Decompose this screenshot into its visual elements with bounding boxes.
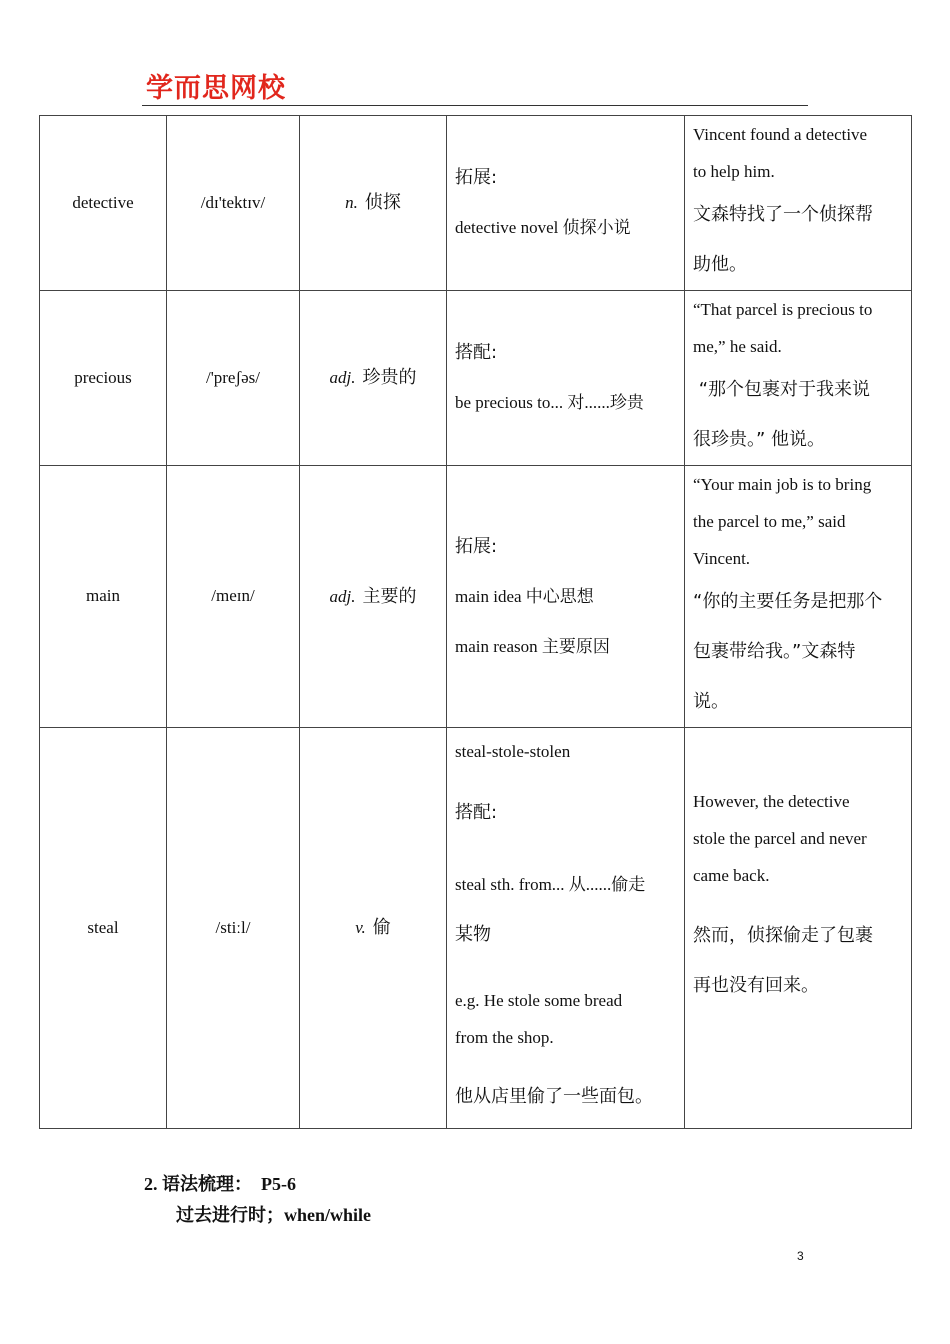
example-en: the parcel to me,” said	[693, 512, 846, 531]
example-cell	[685, 466, 912, 728]
example-cn: 文森特找了一个侦探帮	[693, 204, 873, 225]
note-label: 拓展:	[455, 535, 498, 557]
pos-cell	[300, 728, 447, 1129]
example-cn: 说。	[693, 691, 729, 712]
table-row	[40, 291, 912, 466]
example-cn: 然而，侦探偷走了包裹	[693, 925, 873, 946]
example-en: However, the detective	[693, 792, 850, 811]
example-en: came back.	[693, 866, 770, 885]
note-label: 拓展:	[455, 167, 498, 188]
verb-forms: steal-stole-stolen	[455, 742, 571, 761]
page-number: 3	[797, 1249, 804, 1263]
table-row	[40, 466, 912, 728]
meaning: 珍贵的	[362, 367, 417, 389]
meaning: 侦探	[364, 192, 401, 214]
note-line: main reason 主要原因	[455, 636, 610, 656]
grammar-heading: 2. 语法梳理： P5-6	[144, 1174, 296, 1194]
example-cn: 包裹带给我。”文森特	[693, 641, 856, 662]
word-cell: detective	[40, 116, 167, 291]
note-line: 某物	[455, 924, 491, 945]
meaning: 偷	[372, 917, 391, 939]
vocab-table	[39, 115, 912, 1129]
note-line: steal sth. from... 从......偷走	[455, 875, 646, 894]
example-en: Vincent found a detective	[693, 125, 868, 144]
pos-cell	[300, 466, 447, 728]
example-en: e.g. He stole some bread	[455, 991, 623, 1010]
note-cell	[447, 728, 685, 1129]
example-en: me,” he said.	[693, 337, 782, 356]
example-cn: 助他。	[693, 254, 747, 275]
example-en: “Your main job is to bring	[693, 475, 872, 494]
ipa-cell: /'preʃəs/	[167, 291, 300, 466]
meaning: 主要的	[362, 585, 417, 607]
ipa-cell: /meɪn/	[167, 466, 300, 728]
pos-abbr: adj.	[329, 368, 356, 388]
grammar-topic: 过去进行时；when/while	[176, 1205, 372, 1225]
example-cell	[685, 728, 912, 1129]
note-line: main idea 中心思想	[455, 586, 594, 606]
example-cell	[685, 291, 912, 466]
example-en: “That parcel is precious to	[693, 300, 873, 319]
pos-abbr: v.	[355, 918, 366, 938]
note-label: 搭配:	[455, 802, 498, 823]
note-label: 搭配:	[455, 342, 498, 363]
pos-cell	[300, 116, 447, 291]
example-en: to help him.	[693, 162, 775, 181]
note-line: detective novel 侦探小说	[455, 218, 631, 237]
example-cn: “那个包裹对于我来说	[693, 379, 871, 400]
example-cn: 他从店里偷了一些面包。	[455, 1086, 653, 1107]
example-en: from the shop.	[455, 1028, 554, 1047]
word-cell: steal	[40, 728, 167, 1129]
ipa-cell: /dɪ'tektɪv/	[167, 116, 300, 291]
table-row	[40, 728, 912, 1129]
note-line: be precious to... 对......珍贵	[455, 393, 644, 412]
logo: 学而思网校	[146, 73, 286, 104]
note-cell	[447, 466, 685, 728]
example-cn: 很珍贵。” 他说。	[693, 429, 826, 450]
note-cell	[447, 116, 685, 291]
example-cell	[685, 116, 912, 291]
header-divider	[142, 105, 808, 106]
note-cell	[447, 291, 685, 466]
pos-abbr: n.	[345, 193, 358, 213]
pos-cell	[300, 291, 447, 466]
example-cn: “你的主要任务是把那个	[693, 591, 883, 612]
word-cell: precious	[40, 291, 167, 466]
table-row	[40, 116, 912, 291]
ipa-cell: /stiːl/	[167, 728, 300, 1129]
word-cell: main	[40, 466, 167, 728]
example-en: Vincent.	[693, 549, 751, 568]
example-en: stole the parcel and never	[693, 829, 867, 848]
example-cn: 再也没有回来。	[693, 975, 819, 996]
pos-abbr: adj.	[329, 586, 356, 606]
